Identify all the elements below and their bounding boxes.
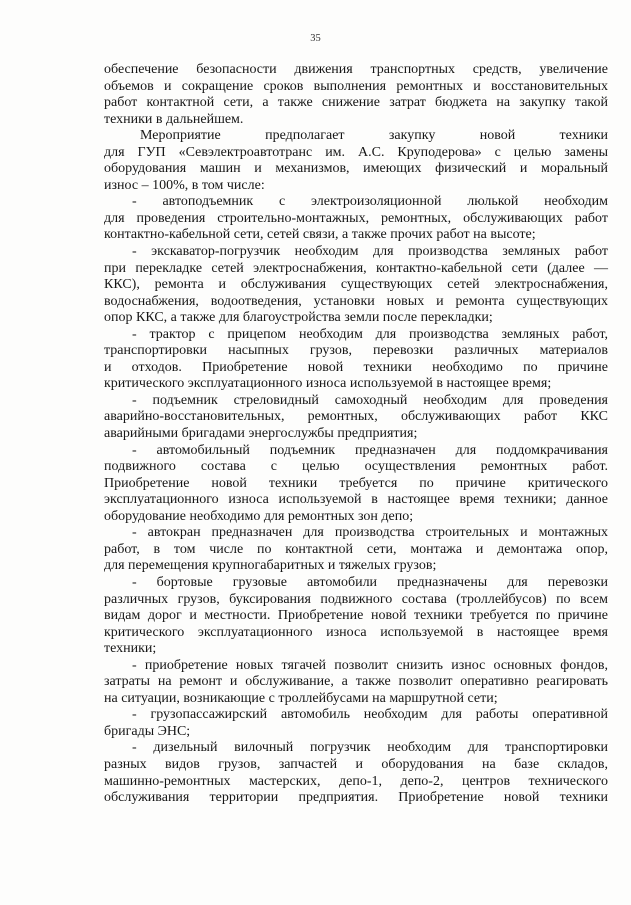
text-line: и отходов. Приобретение новой техники необходимо по причине: [104, 359, 608, 375]
text-line: Приобретение новой техники требуется по причине критического: [104, 475, 608, 491]
text-line: оборудования машин и механизмов, имеющих физический и моральный: [104, 161, 608, 177]
text-line: разных видов грузов, запчастей и оборудования на базе складов,: [104, 756, 608, 772]
text-line: транспортировки насыпных грузов, перевозки различных материалов: [104, 343, 608, 359]
text-line: машинно-ремонтных мастерских, депо-1, депо-2, центров технического: [104, 773, 608, 789]
text-line: водоснабжения, водоотведения, установки новых и ремонта существующих: [104, 293, 608, 309]
text-line: для проведения строительно-монтажных, ремонтных, обслуживающих работ: [104, 210, 608, 226]
text-line: критического эксплуатационного износа используемой в настоящее время;: [104, 376, 552, 392]
text-line: работ контактной сети, а также снижение затрат бюджета на закупку такой: [104, 95, 608, 111]
text-line: - грузопассажирский автомобиль необходим для работы оперативной: [132, 707, 608, 723]
text-line: на ситуации, возникающие с троллейбусами на маршрутной сети;: [104, 690, 498, 706]
text-line: при перекладке сетей электроснабжения, контактно-кабельной сети (далее —: [104, 260, 608, 276]
text-line: контактно-кабельной сети, сетей связи, а также прочих работ на высоте;: [104, 227, 536, 243]
text-line: - автокран предназначен для производства строительных и монтажных: [132, 525, 608, 541]
text-line: - экскаватор-погрузчик необходим для производства земляных работ: [132, 244, 608, 260]
page-number: 35: [310, 33, 321, 44]
text-line: - дизельный вилочный погрузчик необходим для транспортировки: [132, 740, 608, 756]
text-line: аварийно-восстановительных, ремонтных, обслуживающих работ ККС: [104, 409, 608, 425]
text-line: обеспечение безопасности движения транспортных средств, увеличение: [104, 62, 608, 77]
text-line: техники в дальнейшем.: [104, 111, 244, 127]
text-line: - автомобильный подъемник предназначен для поддомкрачивания: [132, 442, 608, 458]
body-text: [104, 62, 608, 807]
text-line: - бортовые грузовые автомобили предназначены для перевозки: [132, 574, 608, 590]
text-line: Мероприятие предполагает закупку новой техники: [140, 128, 608, 144]
text-line: различных грузов, буксирования подвижного состава (троллейбусов) по всем: [104, 591, 608, 607]
text-line: подвижного состава с целью осуществления ремонтных работ.: [104, 459, 608, 475]
text-line: работ, в том числе по контактной сети, монтажа и демонтажа опор,: [104, 541, 608, 557]
text-line: ККС), ремонта и обслуживания существующих сетей электроснабжения,: [104, 277, 608, 293]
text-line: износ – 100%, в том числе:: [104, 177, 265, 193]
text-line: объемов и сокращение сроков выполнения ремонтных и восстановительных: [104, 78, 608, 94]
text-line: критического эксплуатационного износа используемой в настоящее время: [104, 624, 608, 640]
text-line: оборудование необходимо для ремонтных зон депо;: [104, 508, 414, 524]
text-line: аварийными бригадами энергослужбы предприятия;: [104, 426, 418, 442]
text-line: - автоподъемник с электроизоляционной люлькой необходим: [132, 194, 608, 210]
text-line: для перемещения крупногабаритных и тяжелых грузов;: [104, 558, 437, 574]
text-line: - приобретение новых тягачей позволит снизить износ основных фондов,: [132, 657, 608, 673]
text-line: - подъемник стреловидный самоходный необходим для проведения: [132, 392, 608, 408]
text-line: опор ККС, а также для благоустройства земли после перекладки;: [104, 310, 493, 326]
text-line: эксплуатационного износа используемой в настоящее время техники; данное: [104, 492, 608, 508]
text-line: затраты на ремонт и обслуживание, а также позволит оперативно реагировать: [104, 674, 608, 690]
text-line: для ГУП «Севэлектроавтотранс им. А.С. Круподерова» с целью замены: [104, 144, 608, 160]
text-line: видам дорог и местности. Приобретение новой техники требуется по причине: [104, 608, 608, 624]
text-line: - трактор с прицепом необходим для производства земляных работ,: [132, 326, 608, 342]
text-line: техники;: [104, 641, 157, 657]
text-line: бригады ЭНС;: [104, 723, 191, 739]
text-line: обслуживания территории предприятия. Приобретение новой техники: [104, 790, 608, 806]
